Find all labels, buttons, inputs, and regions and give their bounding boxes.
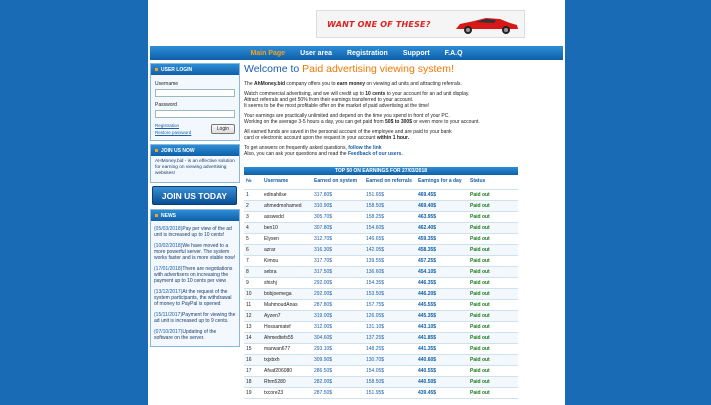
nav-registration[interactable]: Registration bbox=[346, 49, 388, 57]
nav-faq[interactable]: F.A.Q bbox=[444, 49, 463, 57]
status-cell: Paid out bbox=[468, 277, 518, 288]
rank-cell: 10 bbox=[244, 288, 262, 299]
earned-referrals-cell: 139.55$ bbox=[364, 255, 416, 266]
status-cell: Paid out bbox=[468, 233, 518, 244]
earned-system-cell: 317.50$ bbox=[312, 266, 364, 277]
earned-referrals-cell: 146.65$ bbox=[364, 233, 416, 244]
daily-total-cell: 441.85$ bbox=[416, 332, 468, 343]
daily-total-cell: 439.45$ bbox=[416, 387, 468, 398]
username-cell: Ayzen7 bbox=[262, 310, 312, 321]
status-cell: Paid out bbox=[468, 365, 518, 376]
rank-cell: 19 bbox=[244, 387, 262, 398]
password-label: Password bbox=[155, 102, 177, 108]
rank-cell: 3 bbox=[244, 211, 262, 222]
banner-text: WANT ONE OF THESE? bbox=[327, 20, 431, 29]
daily-total-cell: 469.45$ bbox=[416, 189, 468, 200]
earned-system-cell: 312.00$ bbox=[312, 321, 364, 332]
join-title: JOIN US NOW bbox=[161, 147, 195, 154]
earned-referrals-cell: 154.05$ bbox=[364, 365, 416, 376]
sports-car-icon bbox=[454, 15, 520, 35]
table-row bbox=[244, 343, 518, 354]
news-item: (13/12/2017)At the request of the system participants, the withdrawal of money to PayPal is opened bbox=[154, 289, 232, 307]
join-box bbox=[150, 144, 240, 183]
rank-cell: 7 bbox=[244, 255, 262, 266]
earned-system-cell: 317.70$ bbox=[312, 255, 364, 266]
earned-system-cell: 316.30$ bbox=[312, 244, 364, 255]
news-item: (05/03/2018)Pay per view of the ad unit is increased up to 10 cents! bbox=[154, 226, 232, 238]
status-cell: Paid out bbox=[468, 255, 518, 266]
rank-cell: 14 bbox=[244, 332, 262, 343]
news-item: (15/11/2017)Payment for viewing the ad unit is increased up to 9 cents. bbox=[154, 312, 236, 324]
table-row bbox=[244, 266, 518, 277]
rank-cell: 15 bbox=[244, 343, 262, 354]
bullet-icon bbox=[155, 68, 158, 71]
username-cell: Hossamatef bbox=[262, 321, 312, 332]
username-cell: ben10 bbox=[262, 222, 312, 233]
status-cell: Paid out bbox=[468, 200, 518, 211]
status-cell: Paid out bbox=[468, 321, 518, 332]
earned-system-cell: 307.80$ bbox=[312, 222, 364, 233]
status-cell: Paid out bbox=[468, 310, 518, 321]
rank-cell: 9 bbox=[244, 277, 262, 288]
earned-system-cell: 293.10$ bbox=[312, 343, 364, 354]
username-label: Username bbox=[155, 81, 179, 87]
join-text: AHMoney.bid - is an effective solution for earning on viewing advertising websites! bbox=[155, 159, 235, 176]
status-cell: Paid out bbox=[468, 266, 518, 277]
rank-cell: 5 bbox=[244, 233, 262, 244]
faq-link[interactable]: follow the link bbox=[348, 145, 382, 151]
earned-system-cell: 287.50$ bbox=[312, 387, 364, 398]
column-header: Earned on referrals bbox=[364, 175, 416, 189]
column-header: № bbox=[244, 175, 262, 189]
bullet-icon bbox=[155, 149, 158, 152]
earned-system-cell: 309.90$ bbox=[312, 354, 364, 365]
earned-referrals-cell: 151.65$ bbox=[364, 189, 416, 200]
ad-banner[interactable] bbox=[316, 10, 525, 38]
username-cell: Afvaf206080 bbox=[262, 365, 312, 376]
main-content bbox=[244, 63, 522, 161]
feedback-link[interactable]: Feedback of our users. bbox=[347, 151, 403, 157]
column-header: Earned on system bbox=[312, 175, 364, 189]
table-row bbox=[244, 387, 518, 398]
username-cell: sebra bbox=[262, 266, 312, 277]
table-row bbox=[244, 365, 518, 376]
daily-total-cell: 457.25$ bbox=[416, 255, 468, 266]
earned-system-cell: 282.00$ bbox=[312, 376, 364, 387]
earned-referrals-cell: 131.10$ bbox=[364, 321, 416, 332]
rank-cell: 6 bbox=[244, 244, 262, 255]
username-cell: asswedd bbox=[262, 211, 312, 222]
status-cell: Paid out bbox=[468, 211, 518, 222]
news-title: NEWS bbox=[161, 212, 176, 219]
earned-referrals-cell: 154.60$ bbox=[364, 222, 416, 233]
daily-total-cell: 454.10$ bbox=[416, 266, 468, 277]
daily-total-cell: 440.50$ bbox=[416, 376, 468, 387]
table-row bbox=[244, 354, 518, 365]
status-cell: Paid out bbox=[468, 387, 518, 398]
login-title: USER LOGIN bbox=[161, 66, 193, 73]
earned-system-cell: 304.60$ bbox=[312, 332, 364, 343]
status-cell: Paid out bbox=[468, 376, 518, 387]
daily-total-cell: 463.95$ bbox=[416, 211, 468, 222]
news-item: (17/01/2018)There are negotiations with advertisers on increasing the payment up to 10 cents per view bbox=[154, 266, 233, 284]
earned-referrals-cell: 158.25$ bbox=[364, 211, 416, 222]
username-cell: edinahilse bbox=[262, 189, 312, 200]
registration-link[interactable]: Registration bbox=[155, 123, 180, 128]
table-row bbox=[244, 222, 518, 233]
username-cell: MahmoudAnas bbox=[262, 299, 312, 310]
join-us-today-button[interactable]: JOIN US TODAY bbox=[152, 186, 237, 205]
earned-referrals-cell: 157.75$ bbox=[364, 299, 416, 310]
table-row bbox=[244, 189, 518, 200]
username-input[interactable] bbox=[155, 89, 235, 97]
table-row bbox=[244, 211, 518, 222]
daily-total-cell: 440.60$ bbox=[416, 354, 468, 365]
daily-total-cell: 469.40$ bbox=[416, 200, 468, 211]
earned-referrals-cell: 154.35$ bbox=[364, 277, 416, 288]
earned-referrals-cell: 158.50$ bbox=[364, 200, 416, 211]
daily-total-cell: 445.35$ bbox=[416, 310, 468, 321]
table-row bbox=[244, 299, 518, 310]
nav-support[interactable]: Support bbox=[402, 49, 430, 57]
daily-total-cell: 445.55$ bbox=[416, 299, 468, 310]
daily-total-cell: 446.35$ bbox=[416, 277, 468, 288]
earned-system-cell: 305.70$ bbox=[312, 211, 364, 222]
intro-paragraph: The AhMoney.bid company offers you to earn money on viewing ad units and attracting referrals. bbox=[244, 81, 462, 87]
earned-system-cell: 319.00$ bbox=[312, 310, 364, 321]
rank-cell: 18 bbox=[244, 376, 262, 387]
earned-referrals-cell: 158.50$ bbox=[364, 376, 416, 387]
earned-referrals-cell: 153.50$ bbox=[364, 288, 416, 299]
table-row bbox=[244, 244, 518, 255]
username-cell: txcore23 bbox=[262, 387, 312, 398]
earned-system-cell: 286.50$ bbox=[312, 365, 364, 376]
daily-total-cell: 441.35$ bbox=[416, 343, 468, 354]
earned-referrals-cell: 148.25$ bbox=[364, 343, 416, 354]
username-cell: bobjoemega bbox=[262, 288, 312, 299]
status-cell: Paid out bbox=[468, 222, 518, 233]
earned-system-cell: 312.70$ bbox=[312, 233, 364, 244]
rank-cell: 4 bbox=[244, 222, 262, 233]
table-row bbox=[244, 277, 518, 288]
table-row bbox=[244, 288, 518, 299]
table-title: TOP 50 ON EARNINGS FOR 27/03/2018 bbox=[244, 167, 518, 175]
news-item: (07/10/2017)Updating of the software on the server. bbox=[154, 329, 217, 341]
username-cell: ahmedmohamed bbox=[262, 200, 312, 211]
daily-total-cell: 462.40$ bbox=[416, 222, 468, 233]
username-cell: Rhm5280 bbox=[262, 376, 312, 387]
nav-user-area[interactable]: User area bbox=[300, 49, 332, 57]
daily-total-cell: 446.20$ bbox=[416, 288, 468, 299]
news-item: (10/02/2018)We have moved to a more powerful server. The system works faster and is more stable now! bbox=[154, 243, 236, 261]
rank-cell: 11 bbox=[244, 299, 262, 310]
table-row bbox=[244, 200, 518, 211]
faq-paragraph: To get answers on frequently asked questions, follow the link Also, you can ask your questions and read the Feedback of our users. bbox=[244, 145, 403, 157]
table-row bbox=[244, 233, 518, 244]
earned-referrals-cell: 137.25$ bbox=[364, 332, 416, 343]
status-cell: Paid out bbox=[468, 332, 518, 343]
daily-total-cell: 443.10$ bbox=[416, 321, 468, 332]
earned-referrals-cell: 136.60$ bbox=[364, 266, 416, 277]
login-button[interactable]: Login bbox=[211, 124, 235, 134]
rank-cell: 16 bbox=[244, 354, 262, 365]
main-navigation bbox=[150, 46, 563, 60]
rank-cell: 1 bbox=[244, 189, 262, 200]
left-sidebar bbox=[150, 63, 240, 350]
login-box bbox=[150, 63, 240, 141]
earned-system-cell: 292.00$ bbox=[312, 277, 364, 288]
column-header: Username bbox=[262, 175, 312, 189]
daily-total-cell: 459.35$ bbox=[416, 233, 468, 244]
earned-system-cell: 317.80$ bbox=[312, 189, 364, 200]
earned-system-cell: 287.80$ bbox=[312, 299, 364, 310]
earned-referrals-cell: 142.05$ bbox=[364, 244, 416, 255]
rank-cell: 17 bbox=[244, 365, 262, 376]
table-row bbox=[244, 255, 518, 266]
top-earners-table bbox=[244, 167, 518, 399]
username-cell: Kimou bbox=[262, 255, 312, 266]
page-title: Welcome to Paid advertising viewing system! bbox=[244, 63, 454, 75]
earned-referrals-cell: 151.95$ bbox=[364, 387, 416, 398]
table-row bbox=[244, 310, 518, 321]
status-cell: Paid out bbox=[468, 354, 518, 365]
table-row bbox=[244, 376, 518, 387]
username-cell: Elysen bbox=[262, 233, 312, 244]
username-cell: azrar bbox=[262, 244, 312, 255]
username-cell: marwan677 bbox=[262, 343, 312, 354]
rank-cell: 12 bbox=[244, 310, 262, 321]
status-cell: Paid out bbox=[468, 343, 518, 354]
payout-paragraph: All earned funds are saved in the personal account of the employee and are paid to your bank card or electronic account upon the request in your account within 1 hour. bbox=[244, 129, 452, 141]
daily-total-cell: 440.55$ bbox=[416, 365, 468, 376]
restore-password-link[interactable]: Restore password bbox=[155, 130, 192, 135]
status-cell: Paid out bbox=[468, 299, 518, 310]
rank-cell: 8 bbox=[244, 266, 262, 277]
rank-cell: 2 bbox=[244, 200, 262, 211]
column-header: Earnings for a day bbox=[416, 175, 468, 189]
nav-main-page[interactable]: Main Page bbox=[250, 49, 286, 57]
bullet-icon bbox=[155, 214, 158, 217]
password-input[interactable] bbox=[155, 110, 235, 118]
status-cell: Paid out bbox=[468, 288, 518, 299]
table-row bbox=[244, 332, 518, 343]
earnings-paragraph: Watch commercial advertising, and we will credit up to 10 cents to your account for an ad unit display. Attract referrals and get 50% from their earnings transferred to your account. It seems to be the most profitable offer on the market of paid advertising at the time! bbox=[244, 91, 470, 109]
username-cell: shishj bbox=[262, 277, 312, 288]
table-row bbox=[244, 321, 518, 332]
earned-system-cell: 310.90$ bbox=[312, 200, 364, 211]
earned-referrals-cell: 130.70$ bbox=[364, 354, 416, 365]
earned-system-cell: 292.00$ bbox=[312, 288, 364, 299]
rank-cell: 13 bbox=[244, 321, 262, 332]
status-cell: Paid out bbox=[468, 244, 518, 255]
username-cell: txjxbxh bbox=[262, 354, 312, 365]
username-cell: Ahmedtefs55 bbox=[262, 332, 312, 343]
status-cell: Paid out bbox=[468, 189, 518, 200]
news-box bbox=[150, 209, 240, 347]
unlimited-paragraph: Your earnings are practically unlimited and depend on the time you spend in front of your PC. Working on the average 3-5 hours a day, you can get paid from 50$ to 300$ or even more to your account. bbox=[244, 113, 480, 125]
column-header: Status bbox=[468, 175, 518, 189]
daily-total-cell: 458.35$ bbox=[416, 244, 468, 255]
earned-referrals-cell: 126.05$ bbox=[364, 310, 416, 321]
